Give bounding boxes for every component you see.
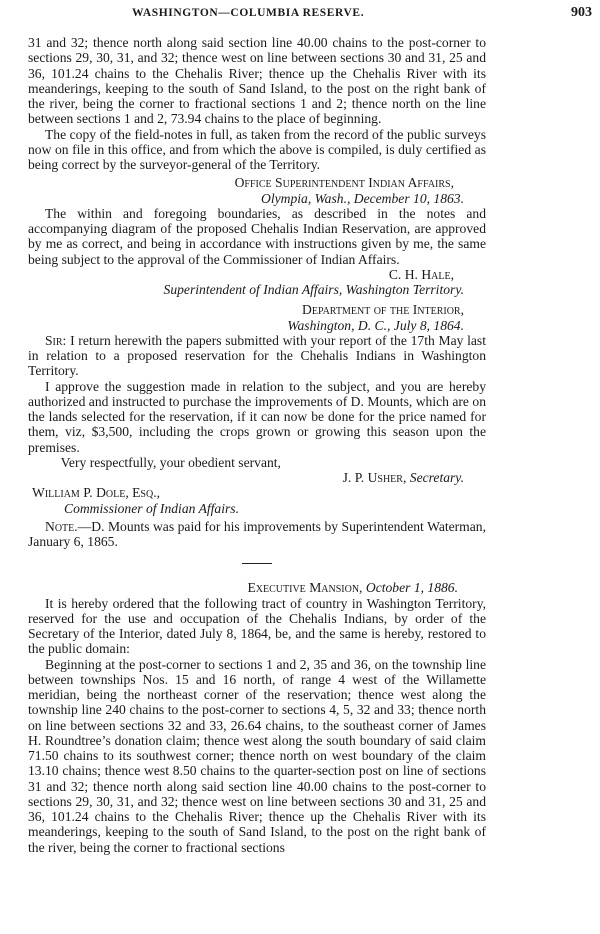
note-label: Note. xyxy=(45,518,78,534)
addressee xyxy=(28,485,486,500)
boundary-continuation: 31 and 32; thence north along said section line 40.00 chains to the post-corner to sections 29, 30, 31, and 32; thence west on line between sections 30 and 31, 25 and 36, 101.24 chains to the Chehalis River; thence up the Chehalis River with its meanderings, keeping to the south of Sand Island, to the post on the right bank of the river, being the corner to fractional sections 1 and 2; thence north on the line between sections 1 and 2, 73.94 chains to the place of beginning. xyxy=(28,35,486,127)
section-divider xyxy=(242,563,272,564)
usher-title: Secretary. xyxy=(409,470,464,485)
hale-signature xyxy=(28,267,486,282)
addressee-name: William P. Dole, Esq., xyxy=(32,485,161,501)
boundary-description: Beginning at the post-corner to sections 1 and 2, 35 and 36, on the township line between townships Nos. 15 and 16 north, of range 4 west of the Willamette meridian, being the northeast corner of the reservation; thence west along the township line 240 chains to the post-corner to sections 4, 5, 32 and 33; thence north on line between sections 32 and 33, 26.64 chains, to the southeast corner of James H. Roundtree’s donation claim; thence west along the south boundary of said claim 71.50 chains to its southwest corner; thence north on west boundary of the claim 13.10 chains; thence west 8.50 chains to the quarter-section post on line of sections 31 and 32; thence north along said section line 40.00 chains to the post-corner to sections 29, 30, 31, and 32; thence west on line between sections 30 and 31, 25 and 36, 101.24 chains to the Chehalis River; thence up the Chehalis River with its meanderings, keeping to the south of Sand Island, to the post on the right bank of the river, being the corner to fractional sections xyxy=(28,656,486,855)
page-body xyxy=(28,35,486,855)
letter-paragraph-1 xyxy=(28,333,486,379)
letter-paragraph-2: I approve the suggestion made in relation to the subject, and you are hereby authorized and instructed to purchase the improvements of D. Mounts, which are on the lands selected for the reservation, if it can now be done for the price named for them, viz, $3,500, including the crops grown or growing this season upon the premises. xyxy=(28,378,486,455)
note-text: —D. Mounts was paid for his improvements by Superintendent Waterman, January 6, 1865. xyxy=(28,518,486,549)
usher-signature xyxy=(28,470,486,485)
letter-closing: Very respectfully, your obedient servant, xyxy=(60,454,281,470)
letter-text-1: I return herewith the papers submitted with your report of the 17th May last in relation to a proposed reservation for the Chehalis Indians in Washington Territory. xyxy=(28,332,486,379)
executive-date: October 1, 1886. xyxy=(365,580,458,596)
department-name: Department of the Interior, xyxy=(302,302,464,318)
addressee-title: Commissioner of Indian Affairs. xyxy=(64,500,239,516)
order-paragraph: It is hereby ordered that the following tract of country in Washington Territory, reserved for the use and occupation of the Chehalis Indians, by order of the Secretary of the Interior, dated July 8, 1864, be, and the same is hereby, restored to the public domain: xyxy=(28,595,486,657)
office-heading xyxy=(28,175,486,190)
department-dateline: Washington, D. C., July 8, 1864. xyxy=(287,317,464,333)
approval-paragraph: The within and foregoing boundaries, as described in the notes and accompanying diagram of the proposed Chehalis Indian Reservation, are approved by me as correct, and being in accordance with instructions given by me, the same being subject to the approval of the Commissioner of Indian Affairs. xyxy=(28,205,486,267)
note-paragraph xyxy=(28,519,486,550)
page-header xyxy=(0,4,600,24)
office-dateline: Olympia, Wash., December 10, 1863. xyxy=(261,190,464,206)
executive-name: Executive Mansion, xyxy=(247,580,363,596)
office-name: Office Superintendent Indian Affairs, xyxy=(234,175,454,191)
running-title: WASHINGTON—COLUMBIA RESERVE. xyxy=(132,7,365,19)
executive-heading xyxy=(28,580,486,595)
hale-title: Superintendent of Indian Affairs, Washington Territory. xyxy=(163,282,464,297)
page-number: 903 xyxy=(571,5,592,20)
usher-name: J. P. Usher, xyxy=(342,470,407,485)
salutation: Sir: xyxy=(45,332,67,348)
department-heading xyxy=(28,302,486,317)
hale-name: C. H. Hale, xyxy=(388,266,454,282)
field-notes-paragraph: The copy of the field-notes in full, as taken from the record of the public surveys now on file in this office, and from which the above is compiled, is duly certified as being correct by the surveyor-general of the Territory. xyxy=(28,126,486,172)
